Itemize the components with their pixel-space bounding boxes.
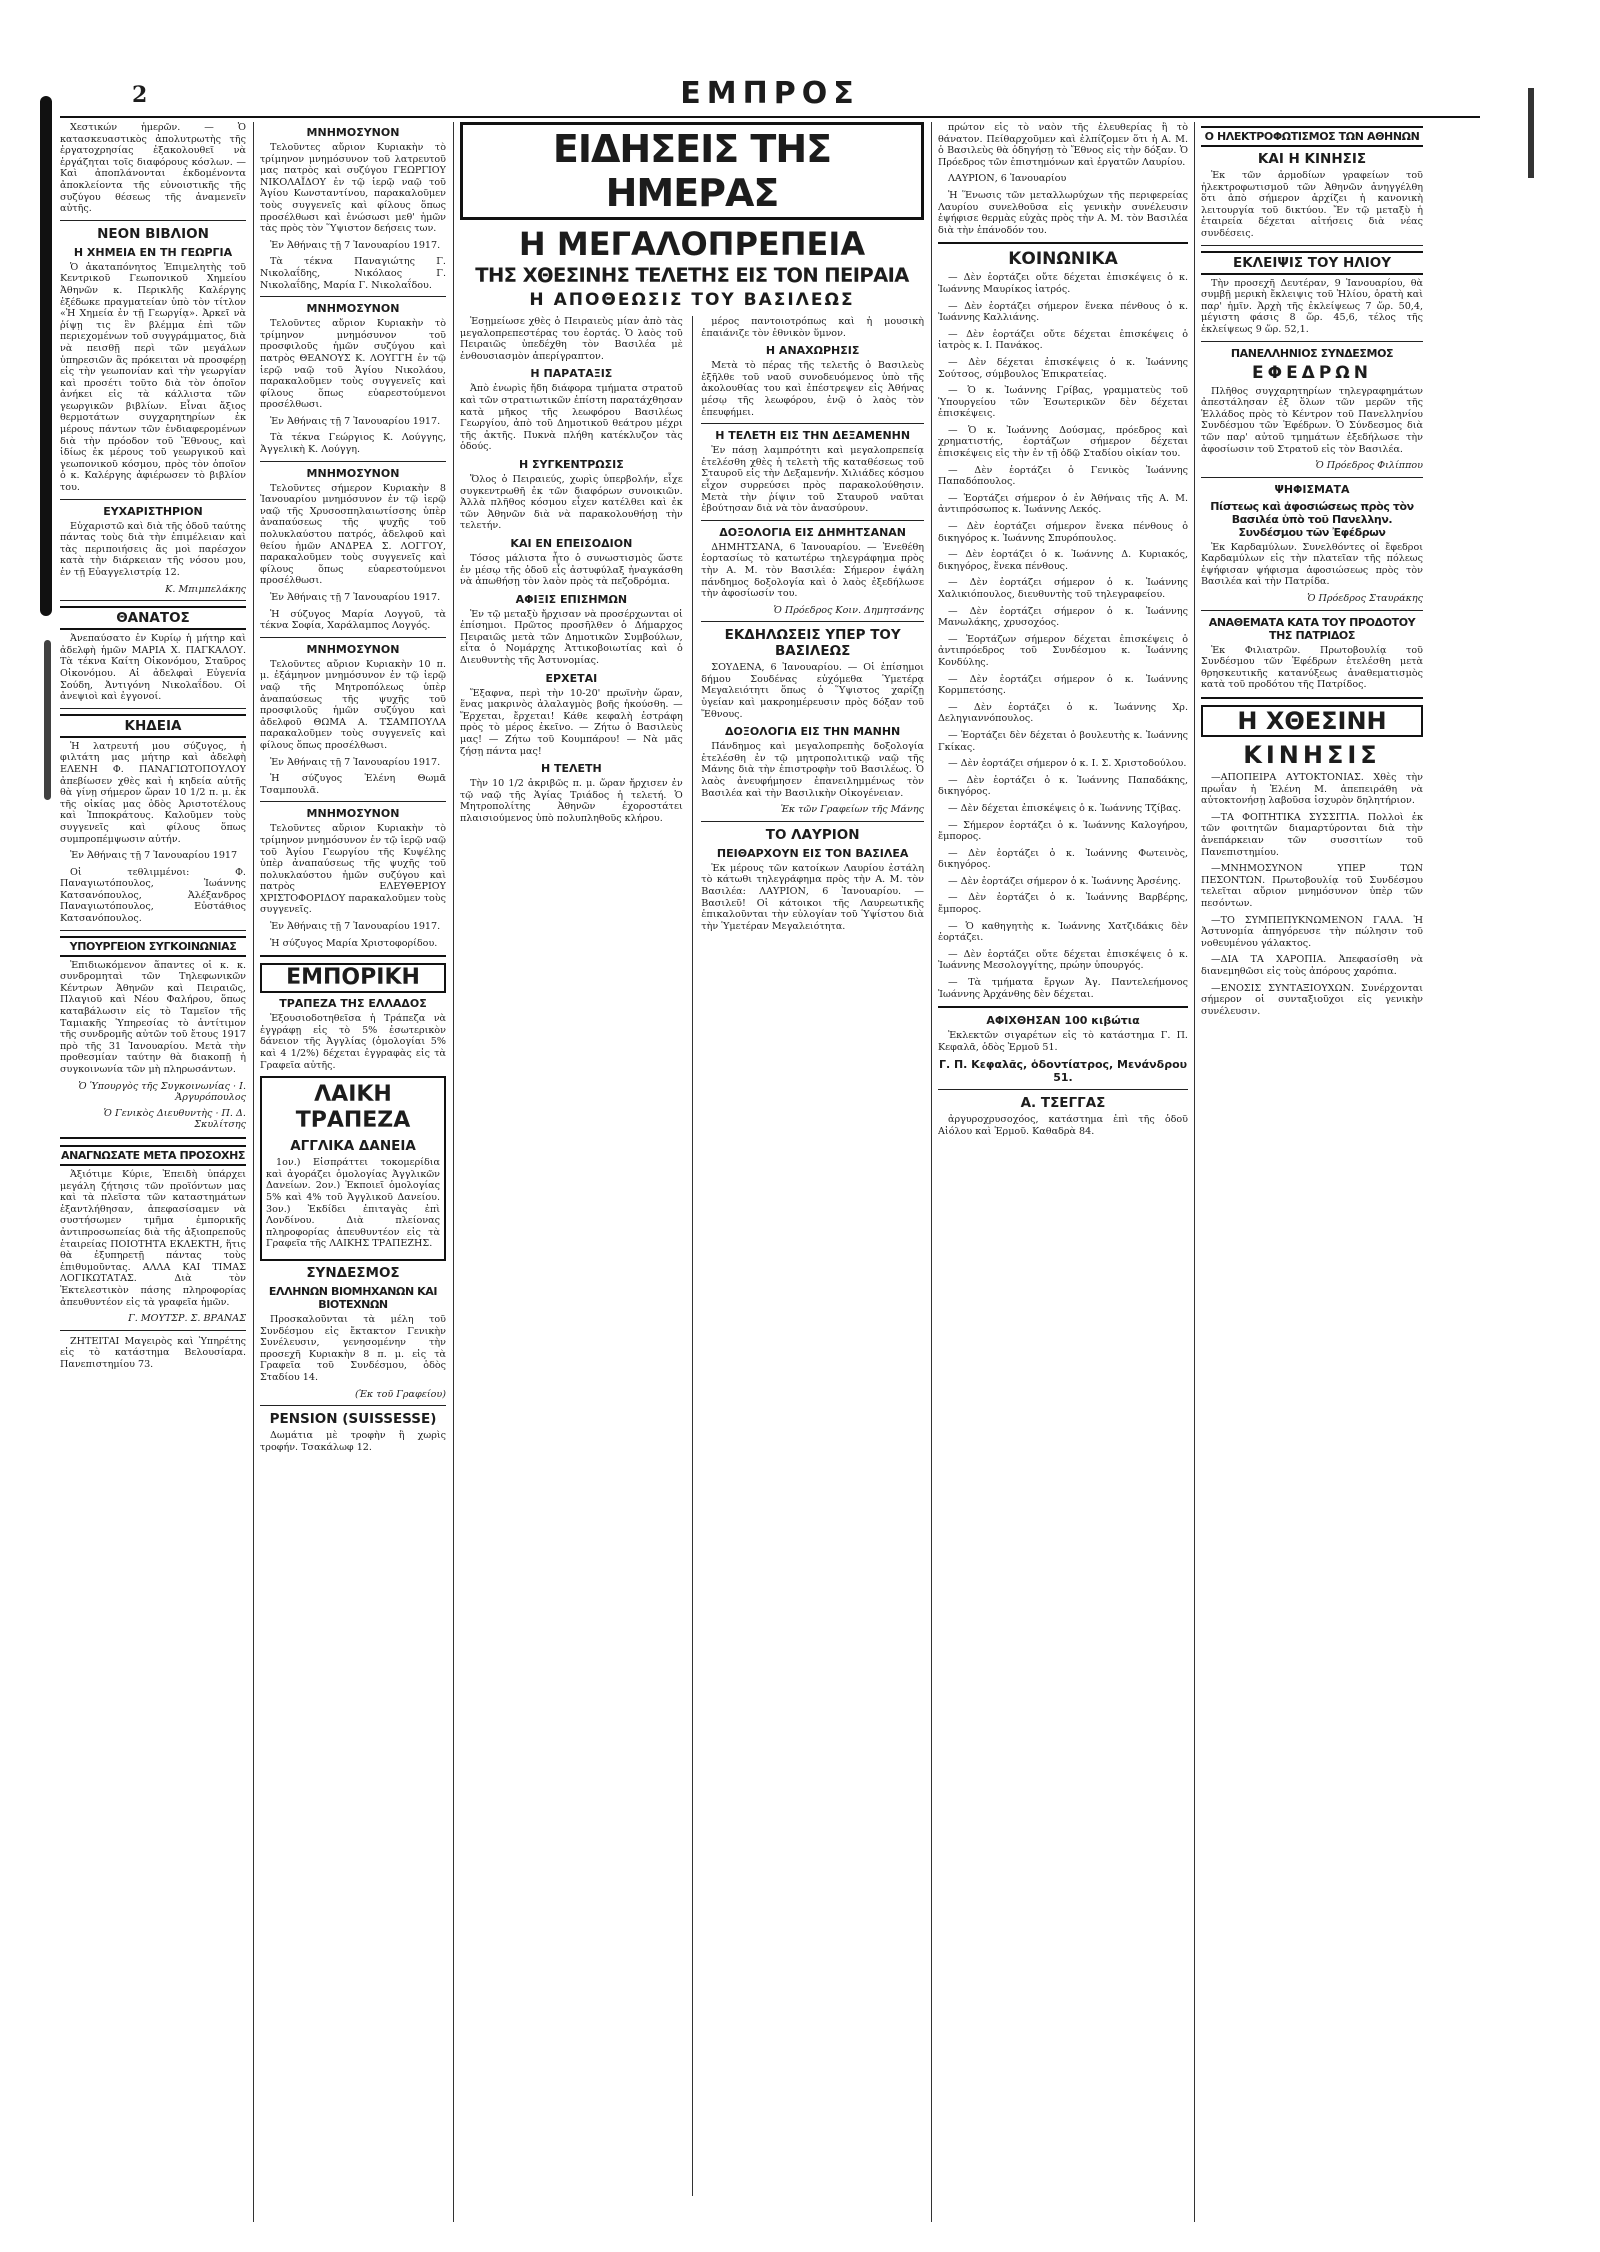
memorial-5-heading: ΜΝΗΜΟΣΥΝΟΝ <box>306 807 400 821</box>
memorial-2-signature: Τὰ τέκνα Γεώργιος Κ. Λούγγης, Ἀγγελικὴ Κ. Λούγγη. <box>260 432 446 456</box>
resolutions-heading: ΨΗΦΙΣΜΑΤΑ <box>1274 482 1350 496</box>
memorial-1-heading: ΜΝΗΜΟΣΥΝΟΝ <box>306 126 400 139</box>
center-column-separator <box>692 316 693 2196</box>
social-notice: — Σήμερον ἑορτάζει ὁ κ. Ἰωάννης Καλογήρου, ἔμπορος. <box>938 819 1188 843</box>
read-carefully-signature: Γ. ΜΟΥΤΣΡ. Σ. ΒΡΑΝΑΣ <box>128 1313 246 1325</box>
social-notice: — Ἑορτάζων σήμερον δέχεται ἐπισκέψεις ὁ ἀντιπρόεδρος τοῦ Συνδέσμου κ. Ἰωάννης Κονδύλης. <box>938 633 1188 668</box>
ministry-paragraph: Ἐπιδιωκόμενον ἅπαντες οἱ κ. κ. συνδρομηταὶ τῶν Τηλεφωνικῶν Κέντρων Ἀθηνῶν καὶ Πειραιῶς, Πλαγιοῦ καὶ Νέου Φαλήρου, ὅπως καταβάλωσιν εἰς τὸ Ταμεῖον τῆς Ταμιακῆς Ὑπηρεσίας τὸ ἀντίτιμον τῆς συνδρομῆς αὐτῶν τοῦ ἔτους 1917 πρὸ τῆς 31 Ἰανουαρίου. Μετὰ τὴν προθεσμίαν ταύτην θὰ διακοπῇ ἡ συγκοινωνία τῶν μὴ πληρωσάντων. <box>60 959 246 1075</box>
yesterday-movement-heading: Η ΧΘΕΣΙΝΗ <box>1201 705 1423 737</box>
movement-item: —ΜΝΗΜΟΣΥΝΟΝ ΥΠΕΡ ΤΩΝ ΠΕΣΟΝΤΩΝ. Πρωτοβουλίᾳ τοῦ Συνδέσμου τελεῖται αὔριον μνημόσυνον ὑπὲρ τῶν πεσόντων. <box>1201 863 1423 909</box>
headline-apotheosis: Η ΑΠΟΘΕΩΣΙΣ ΤΟΥ ΒΑΣΙΛΕΩΣ <box>529 290 855 310</box>
thanks-signature: Κ. Μπιμπελάκης <box>165 583 246 595</box>
demonstrations-heading: ΕΚΔΗΛΩΣΕΙΣ ΥΠΕΡ ΤΟΥ ΒΑΣΙΛΕΩΣ <box>724 627 901 660</box>
movement-heading: ΚΙΝΗΣΙΣ <box>1243 741 1381 770</box>
memorial-1-text: Τελοῦντες αὔριον Κυριακὴν τὸ τρίμηνον μνημόσυνον τοῦ λατρευτοῦ μας πατρὸς καὶ συζύγου ΓΕΩΡΓΙΟΥ ΝΙΚΟΛΑΪΔΟΥ ἐν τῷ ἱερῷ ναῷ τοῦ Ἁγίου Κωνσταντίνου, παρακαλοῦμεν τοὺς συγγενεῖς καὶ φίλους ὅπως προσέλθωσι καὶ ἑνώσωσι μεθ' ἡμῶν τὰς πρὸς τὸν Ὕψιστον δεήσεις των. <box>260 142 446 235</box>
divider <box>938 1006 1188 1008</box>
eclipse-heading: ΕΚΛΕΙΨΙΣ ΤΟΥ ΗΛΙΟΥ <box>1201 251 1423 275</box>
laiki-bank-heading: ΛΑΙΚΗ ΤΡΑΠΕΖΑ <box>295 1082 411 1134</box>
bank-heading: ΕΜΠΟΡΙΚΗ <box>260 963 446 993</box>
social-notice: — Δὲν ἑορτάζει σήμερον ὁ κ. Ἰωάννης Ἀρσένης. <box>948 875 1181 887</box>
divider <box>260 801 446 802</box>
anathema-paragraph: Ἐκ Φιλιατρῶν. Πρωτοβουλίᾳ τοῦ Συνδέσμου τῶν Ἐφέδρων ἐτελέσθη μετὰ θρησκευτικῆς κατανύξεως ἀναθεματισμὸς κατὰ τοῦ προδότου τῆς Πατρίδος. <box>1201 644 1423 691</box>
officials-paragraph: Ἐν τῷ μεταξὺ ἤρχισαν νὰ προσέρχωνται οἱ ἐπίσημοι. Πρῶτος προσῆλθεν ὁ Δήμαρχος Πειραιῶς μετὰ τῶν Δημοτικῶν Συμβούλων, εἶτα ὁ Νομάρχης Ἀττικοβοιωτίας καὶ ὁ Διευθυντὴς τῆς Ἀστυνομίας. <box>460 608 683 667</box>
mani-signature: Ἐκ τῶν Γραφείων τῆς Μάνης <box>780 804 924 816</box>
column-2 <box>260 122 446 2222</box>
gathering-paragraph: Ὅλος ὁ Πειραιεύς, χωρὶς ὑπερβολήν, εἶχε συγκεντρωθῆ ἐκ τῶν διαφόρων συνοικιῶν. Ἀλλὰ πλῆθος κόσμου εἶχεν κατέλθει καὶ ἐκ τῶν Ἀθηνῶν διὰ νὰ παρακολουθήσῃ τὴν τελετήν. <box>460 473 683 532</box>
ministry-heading: ΥΠΟΥΡΓΕΙΟΝ ΣΥΓΚΟΙΝΩΝΙΑΣ <box>60 936 246 957</box>
social-notice: — Ὁ κ. Ἰωάννης Δούσμας, πρόεδρος καὶ χρηματιστής, ἑορτάζων σήμερον δέχεται ἐπισκέψεις εἰς τὴν ἐν τῇ ὁδῷ Σταδίου οἰκίαν του. <box>938 424 1188 460</box>
dimitsana-signature: Ὁ Πρόεδρος Κοιν. Δημητσάνης <box>773 604 924 616</box>
arrival-paragraph: Ἔξαφνα, περὶ τὴν 10-20' πρωϊνὴν ὥραν, ἕνας μακρινὸς ἀλαλαγμὸς βοῆς ἠκούσθη. — Ἔρχεται, ἔρχεται! Κάθε κεφαλὴ ἐστράφη πρὸς τὸ μέρος ἐκεῖνο. — Ζήτω ὁ Βασιλεὺς μας! — Ζήτω τοῦ Κουμπάρου! — Νὰ μᾶς ζήσῃ πάντα μας! <box>460 687 683 757</box>
dimitsana-paragraph: ΔΗΜΗΤΣΑΝΑ, 6 Ἰανουαρίου. — Ἐνεθέθη ἑορτασίως τὸ κατωτέρω τηλεγράφημα πρὸς τὴν Α. Μ. τὸν Βασιλέα: Σήμερον ἐψάλη πάνδημος δοξολογία καὶ ὁ λαὸς ἐξεδήλωσε τὴν ἀφοσίωσίν του. <box>701 541 924 600</box>
resolutions-paragraph: Ἐκ Καρδαμύλων. Συνελθόντες οἱ ἔφεδροι Καρδαμύλων εἰς τὴν πλατεῖαν τῆς πόλεως ἐψήφισαν ψήφισμα ἀφοσιώσεως πρὸς τὸν Βασιλέα καὶ τὴν Πατρίδα. <box>1201 541 1423 588</box>
reservists-signature: Ὁ Πρόεδρος Φιλίππου <box>1315 460 1423 472</box>
funeral-date: Ἐν Ἀθήναις τῇ 7 Ἰανουαρίου 1917 <box>70 850 238 862</box>
scan-edge-stain <box>44 640 51 800</box>
book-subheading: Η ΧΗΜΕΙΑ ΕΝ ΤΗ ΓΕΩΡΓΙΑ <box>73 245 233 259</box>
memorial-3-date: Ἐν Ἀθήναις τῇ 7 Ἰανουαρίου 1917. <box>270 592 441 603</box>
continuation-paragraph: μέρος παντοιοτρόπως καὶ ἡ μουσικὴ ἐπαιάνιζε τὸν ἐθνικὸν ὕμνον. <box>701 316 924 339</box>
movement-item: —ΔΙΑ ΤΑ ΧΑΡΟΠΙΑ. Ἀπεφασίσθη νὰ διανεμηθῶσι εἰς τοὺς ἀπόρους χαρόπια. <box>1201 954 1423 977</box>
column-separator <box>453 122 454 2222</box>
social-notice: — Δὲν ἑορτάζει ὁ Γενικὸς Ἰωάννης Παπαδόπουλος. <box>938 464 1188 488</box>
lavrio-continuation: πρώτον εἰς τὸ ναὸν τῆς ἐλευθερίας ἢ τὸ θάνατον. Πείθαρχοῦμεν καὶ ἐλπίζομεν ὅτι ἡ Α. Μ. ὁ Βασιλεὺς θὰ ὁδηγήσῃ τὸ Ἔθνος εἰς τὴν δόξαν. Ὁ Πρόεδρος τῶν ἐπιστημόνων καὶ ἐργατῶν Λαυρίου. <box>938 122 1188 168</box>
column-separator <box>253 122 254 2222</box>
divider <box>1201 610 1423 611</box>
divider <box>1201 697 1423 699</box>
electric-lighting-paragraph: Ἐκ τῶν ἀρμοδίων γραφείων τοῦ ἠλεκτροφωτισμοῦ τῶν Ἀθηνῶν ἀνηγγέλθη ὅτι ἀπὸ σήμερον ἀρχίζει ἡ κανονικὴ λειτουργία τοῦ δικτύου. Ἔν τῷ μεταξὺ ἡ ἐταιρεία δέχεται αἰτήσεις διὰ νέας συνδέσεις. <box>1201 170 1423 239</box>
eclipse-paragraph: Τὴν προσεχῆ Δευτέραν, 9 Ἰανουαρίου, θὰ συμβῇ μερικὴ ἔκλειψις τοῦ Ἡλίου, ὁρατὴ καὶ παρ' ἡμῖν. Ἀρχὴ τῆς ἐκλείψεως 7 ὥρ. 50,4, μέγιστη φάσις 8 ὥρ. 45,6, τέλος τῆς ἐκλείψεως 9 ὥρ. 52,1. <box>1201 277 1423 335</box>
departure-paragraph: Μετὰ τὸ πέρας τῆς τελετῆς ὁ Βασιλεὺς ἐξῆλθε τοῦ ναοῦ συνοδευόμενος ὑπὸ τῆς ἀκολουθίας του καὶ ἐπέστρεψεν εἰς Ἀθήνας μέσῳ τῆς λεωφόρου, ἐνῷ ὁ λαὸς τὸν ἐπευφήμει. <box>701 360 924 418</box>
divider <box>60 708 246 709</box>
pension-paragraph: Δωμάτια μὲ τροφὴν ἢ χωρὶς τροφήν. Τσακάλωφ 12. <box>260 1430 446 1453</box>
gathering-heading: Η ΣΥΓΚΕΝΤΡΩΣΙΣ <box>518 457 624 471</box>
divider <box>701 621 924 622</box>
memorial-3-text: Τελοῦντες σήμερον Κυριακὴν 8 Ἰανουαρίου μνημόσυνον ἐν τῷ ἱερῷ ναῷ τῆς Χρυσοσπηλαιωτίσσης ὑπὲρ ἀναπαύσεως τῆς ψυχῆς τοῦ πολυκλαύστου πατρός, ἀδελφοῦ καὶ θείου ἡμῶν ΑΝΔΡΕΑ Σ. ΛΟΓΓΟΥ, παρακαλοῦμεν τοὺς συγγενεῖς καὶ φίλους ὅπως εὐαρεστούμενοι προσέλθωσι. <box>260 482 446 587</box>
social-notice: — Δὲν ἑορτάζει σήμερον ἕνεκα πένθους ὁ δικηγόρος κ. Ἰωάννης Σπυρόπουλος. <box>938 521 1188 544</box>
lavrio-union-paragraph: Ἡ Ἕνωσις τῶν μεταλλωρύχων τῆς περιφερείας Λαυρίου συνελθοῦσα εἰς γενικὴν συνέλευσιν ἐψήφισε θερμὰς εὐχὰς πρὸς τὴν Α. Μ. τὸν Βασιλέα διὰ τὴν ἐπάνοδόν του. <box>938 189 1188 236</box>
center-right-column <box>701 316 924 937</box>
divider <box>260 1405 446 1406</box>
column-1 <box>60 122 246 2222</box>
social-notice: — Ὁ κ. Ἰωάννης Γρίβας, γραμματεὺς τοῦ Ὑπουργείου τῶν Ἐσωτερικῶν δὲν δέχεται ἐπισκέψεις. <box>938 385 1188 420</box>
divider <box>260 296 446 297</box>
social-notice: — Ἑορτάζει σήμερον ὁ ἐν Ἀθήναις τῆς Α. Μ. ἀντιπρόσωπος κ. Ἰωάννης Λεκός. <box>938 492 1188 516</box>
reservists-union-heading: ΠΑΝΕΛΛΗΝΙΟΣ ΣΥΝΔΕΣΜΟΣ <box>1230 346 1394 360</box>
social-notice: — Δὲν ἑορτάζει σήμερον ἕνεκα πένθους ὁ κ. Ἰωάννης Καλλιάνης. <box>938 300 1188 324</box>
social-notice: — Δὲν ἑορτάζει οὔτε δέχεται ἐπισκέψεις ὁ κ. Ἰωάννης Μεσολογγίτης, πρώην ὑπουργός. <box>938 948 1188 972</box>
column-separator <box>931 122 932 2222</box>
memorial-4-heading: ΜΝΗΜΟΣΥΝΟΝ <box>306 642 400 656</box>
lavrio-heading: ΤΟ ΛΑΥΡΙΟΝ <box>765 826 860 843</box>
arrival-heading: ΕΡΧΕΤΑΙ <box>545 671 598 685</box>
thanks-heading: ΕΥΧΑΡΙΣΤΗΡΙΟΝ <box>103 504 203 518</box>
social-notice: — Δὲν ἑορτάζει σήμερον ὁ κ. Ι. Σ. Χριστοδούλου. <box>948 758 1187 770</box>
social-notice: — Ἑορτάζει δὲν δέχεται ὁ βουλευτὴς κ. Ἰωάννης Γκίκας. <box>938 729 1188 753</box>
memorial-4-date: Ἐν Ἀθήναις τῇ 7 Ἰανουαρίου 1917. <box>270 756 441 768</box>
director-signature: Ὁ Γενικὸς Διευθυντὴς · Π. Δ. Σκυλίτσης <box>103 1107 246 1131</box>
english-loans-heading: ΑΓΓΛΙΚΑ ΔΑΝΕΙΑ <box>290 1138 416 1155</box>
read-carefully-paragraph: Ἀξιότιμε Κύριε, Ἐπειδὴ ὑπάρχει μεγάλη ζήτησις τῶν προϊόντων μας καὶ τὰ πλεῖστα τῶν καταστημάτων ἐξαντλήθησαν, ἀπεφασίσαμεν νὰ συστήσωμεν τμῆμα ἐμπορικῆς ἀντιπροσωπείας διὰ τῆς ἀξιοπρεποῦς ἑταιρείας ΠΟΙΟΤΗΤΑ ΕΚΛΕΚΤΗ, ἥτις θὰ ἐξυπηρετῇ πάντας τοὺς ἐπιθυμοῦντας. ΑΛΛΑ ΚΑΙ ΤΙΜΑΣ ΛΟΓΙΚΩΤΑΤΑΣ. Διὰ τὸν Ἐκτελεστικὸν πάσης πληροφορίας ἀπευθυντέον εἰς τὰ γραφεῖα ἡμῶν. <box>60 1168 246 1308</box>
book-heading: ΝΕΟΝ ΒΙΒΛΙΟΝ <box>97 225 209 242</box>
ceremony-paragraph: Τὴν 10 1/2 ἀκριβῶς π. μ. ὥραν ἤρχισεν ἐν τῷ ναῷ τῆς Ἁγίας Τριάδος ἡ τελετή. Ὁ Μητροπολίτης Ἀθηνῶν ἐχοροστάτει πλαισιούμενος ὑπὸ πολυπληθοῦς κλήρου. <box>460 778 683 824</box>
social-notice: — Δὲν ἑορτάζει ὁ κ. Ἰωάννης Φωτεινὸς, δικηγόρος. <box>938 847 1188 871</box>
book-paragraph: Ὁ ἀκαταπόνητος Ἐπιμελητὴς τοῦ Κεντρικοῦ Γεωπονικοῦ Χημείου Ἀθηνῶν κ. Περικλῆς Καλέργης ἐξέδωκε πραγματείαν ὑπὸ τὸν τίτλον «Ἡ Χημεία ἐν τῇ Γεωργίᾳ». Ἀρκεῖ νὰ ῥίψῃ τις ἓν βλέμμα ἐπὶ τῶν περιεχομένων τοῦ συγγράμματος, διὰ νὰ πεισθῇ περὶ τῶν μεγάλων ὑπηρεσιῶν ἃς πρόκειται νὰ προσφέρῃ εἰς τὴν γεωπονίαν καὶ τὴν γεωργίαν καὶ προσέτι τοῦτο διὰ τὸν ὁποῖον ἀνήκει εἰς τὰ κάλλιστα τῶν γεωργικῶν βιβλίων. Εἶναι ἄξιος θερμοτάτων συγχαρητηρίων ἐκ μέρους πάντων τῶν ἐνδιαφερομένων διὰ τὴν πρόοδον τοῦ Ἔθνους, καὶ ἰδίως ἐκ μέρους τοῦ γεωργικοῦ καὶ γεωπονικοῦ κόσμου, πρὸς τὸν ὁποῖον ὁ κ. Καλέργης ἀφιέρωσεν τὸ βιβλίον του. <box>60 261 246 494</box>
movement-items-list <box>1201 772 1423 1017</box>
ceremony-heading: Η ΤΕΛΕΤΗ <box>540 762 602 776</box>
reservists-paragraph: Πλῆθος συγχαρητηρίων τηλεγραφημάτων ἀπεστάλησαν ἐξ ὅλων τῶν μερῶν τῆς Ἑλλάδος πρὸς τὸ Κέντρον τοῦ Πανελληνίου Συνδέσμου τῶν Ἐφέδρων. Ὁ Σύνδεσμος διὰ τῶν παρ' αὐτοῦ τμημάτων ἐξεδήλωσε τὴν ἀφοσίωσιν τοῦ Στρατοῦ εἰς τὸν Βασιλέα. <box>1201 385 1423 455</box>
social-heading: ΚΟΙΝΩΝΙΚΑ <box>1008 249 1118 270</box>
social-notice: — Δὲν ἑορτάζει οὔτε δέχεται ἐπισκέψεις ὁ ἰατρὸς κ. Ι. Πανάκος. <box>938 328 1188 352</box>
divider <box>60 220 246 221</box>
scan-edge-stain <box>40 96 52 616</box>
bank-paragraph: Ἐξουσιοδοτηθεῖσα ἡ Τράπεζα νὰ ἐγγράφῃ εἰς τὸ 5% ἐσωτερικὸν δάνειον τῆς Ἀγγλίας (ὁμολογίαι 5% καὶ 4 1/2%) δέχεται ἐγγραφὰς εἰς τὰ Γραφεῖα αὐτῆς. <box>260 1013 446 1071</box>
union-paragraph: Προσκαλοῦνται τὰ μέλη τοῦ Συνδέσμου εἰς ἔκτακτον Γενικὴν Συνέλευσιν, γενησομένην τὴν προσεχῆ Κυριακὴν 8 π. μ. εἰς τὰ Γραφεῖα τοῦ Συνδέσμου, ὁδὸς Σταδίου 14. <box>260 1313 446 1383</box>
movement-item: —ΤΑ ΦΟΙΤΗΤΙΚΑ ΣΥΣΣΙΤΙΑ. Πολλοὶ ἐκ τῶν φοιτητῶν διαμαρτύρονται διὰ τὴν ἀνεπάρκειαν τῶν συσσιτίων τοῦ Πανεπιστημίου. <box>1201 811 1423 858</box>
social-notice: — Δὲν ἑορτάζει οὔτε δέχεται ἐπισκέψεις ὁ κ. Ἰωάννης Μαυρίκος ἰατρός. <box>938 272 1188 295</box>
laiki-bank-text: 1ον.) Εἰσπράττει τοκομερίδια καὶ ἀγοράζει ὁμολογίας Ἀγγλικῶν Δανείων. 2ον.) Ἐκποιεῖ ὁμολογίας 5% καὶ 4% τοῦ Ἀγγλικοῦ Δανείου. 3ον.) Ἐκδίδει ἐπιταγὰς ἐπὶ Λονδίνου. Διὰ πλείονας πληροφορίας ἀπευθυντέον εἰς τὰ Γραφεῖα τῆς ΛΑΙΚΗΣ ΤΡΑΠΕΖΗΣ. <box>266 1157 440 1250</box>
cigarette-arrival-heading: ΑΦΙΧΘΗΣΑΝ 100 κιβώτια <box>986 1014 1140 1028</box>
dimitsana-heading: ΔΟΞΟΛΟΓΙΑ ΕΙΣ ΔΗΜΗΤΣΑΝΑΝ <box>719 525 907 539</box>
divider <box>60 930 246 931</box>
mani-paragraph: Πάνδημος καὶ μεγαλοπρεπὴς δοξολογία ἐτελέσθη ἐν τῷ μητροπολιτικῷ ναῷ τῆς Μάνης διὰ τὴν ἐπιστροφὴν τοῦ Βασιλέως. Ὁ λαὸς ἀνευφήμησεν ἐπανειλημμένως τὸν Βασιλέα καὶ τὴν Βασιλικὴν Οἰκογένειαν. <box>701 741 924 799</box>
center-two-column-body <box>460 316 924 2196</box>
divider <box>938 242 1188 244</box>
opening-paragraph: Χεστικών ἡμερῶν. — Ὁ κατασκευαστικὸς ἀπολυτρωτὴς τῆς ἐργατοχρησίας ἐξακολουθεῖ νὰ ἐργάζηται τοῖς διαφόρους κόσλων. — Καὶ ἀποπλάνονται ἐκδομένοντα ἀποκλείοντα τῆς εὐνοιστικῆς τῆς συζύγου θέσεως τῆς ἀναμενεῖν αὐτῆς. <box>60 122 246 215</box>
divider <box>938 1089 1188 1090</box>
social-notice: — Δὲν δέχεται ἐπισκέψεις ὁ κ. Ἰωάννης Σούτσος, σύμβουλος Ἐπικρατείας. <box>938 356 1188 380</box>
anathema-heading: ΑΝΑΘΕΜΑΤΑ ΚΑΤΑ ΤΟΥ ΠΡΟΔΟΤΟΥ ΤΗΣ ΠΑΤΡΙΔΟΣ <box>1208 615 1416 642</box>
pension-heading: PENSION (SUISSESSE) <box>269 1411 437 1428</box>
masthead-rule <box>60 116 1480 118</box>
electric-lighting-heading: Ο ΗΛΕΚΤΡΟΦΩΤΙΣΜΟΣ ΤΩΝ ΑΘΗΝΩΝ <box>1201 126 1423 147</box>
social-notice: — Δὲν ἑορτάζει σήμερον ὁ κ. Ἰωάννης Χαλικιόπουλος, διευθυντὴς τοῦ τηλεγραφείου. <box>938 577 1188 600</box>
divider <box>60 600 246 601</box>
parade-heading: Η ΠΑΡΑΤΑΞΙΣ <box>530 367 613 381</box>
ministry-signature: Ὁ Ὑπουργὸς τῆς Συγκοινωνίας · Ι. Ἀργυρόπουλος <box>78 1080 246 1104</box>
divider <box>60 1330 246 1331</box>
center-left-column <box>460 316 683 830</box>
social-notice: — Δὲν ἑορτάζει ὁ κ. Ἰωάννης Παπαδάκης, δικηγόρος. <box>938 774 1188 798</box>
social-notice: — Δὲν ἑορτάζει σήμερον ὁ κ. Ἰωάννης Μανωλάκης, χρυσοχόος. <box>938 605 1188 629</box>
thanks-paragraph: Εὐχαριστῶ καὶ διὰ τῆς ὁδοῦ ταύτης πάντας τοὺς διὰ τὴν ἐπιμέλειαν καὶ τὰς περιποιήσεις ἃς μοὶ παρέσχον κατὰ τὴν διάρκειαν τῆς νόσου μου, ἐν τῇ Εὐαγγελιστρίᾳ 12. <box>60 520 246 578</box>
divider <box>1201 477 1423 478</box>
social-notices-list <box>938 272 1188 1000</box>
officials-heading: ΑΦΙΞΙΣ ΕΠΙΣΗΜΩΝ <box>515 592 628 606</box>
electric-lighting-subheading: ΚΑΙ Η ΚΙΝΗΣΙΣ <box>1257 151 1367 167</box>
resolutions-signature: Ὁ Πρόεδρος Σταυράκης <box>1307 593 1423 605</box>
page-number: 2 <box>132 82 148 108</box>
funeral-signatories: Οἱ τεθλιμμένοι: Φ. Παναγιωτόπουλος, Ἰωάννης Κατσανόπουλος, Ἀλέξανδρος Παναγιωτόπουλος, Εὐστάθιος Κατσανόπουλος. <box>60 866 246 925</box>
movement-item: —ΤΟ ΣΥΜΠΕΠΥΚΝΩΜΕΝΟΝ ΓΑΛΑ. Ἡ Ἀστυνομία ἀπηγόρευσε τὴν πώλησιν τοῦ νοθευμένου γάλακτος. <box>1201 914 1423 949</box>
intro-paragraph: Ἐσῃμείωσε χθὲς ὁ Πειραιεὺς μίαν ἀπὸ τὰς μεγαλοπρεπεστέρας του ἑορτάς. Ὁ λαὸς τοῦ Πειραιῶς ὑπεδέχθη τὸν Βασιλέα μὲ ἐνθουσιασμὸν ἀπερίγραπτον. <box>460 316 683 362</box>
newspaper-name: ΕΜΠΡΟΣ <box>680 76 860 111</box>
demonstrations-paragraph: ΣΟΥΔΕΝΑ, 6 Ἰανουαρίου. — Οἱ ἐπίσημοι δήμου Σουδένας εὐχόμεθα Ὑμετέρᾳ Μεγαλειότητι ὅπως ὁ Ὕψιστος χαρίζῃ ὑγείαν καὶ μακροημέρευσιν πρὸς δόξαν τοῦ Ἔθνους. <box>701 662 924 720</box>
tseggas-paragraph: ἀργυροχρυσοχόος, κατάστημα ἐπὶ τῆς ὁδοῦ Αἰόλου καὶ Ἑρμοῦ. Καθαδρὰ 84. <box>938 1114 1188 1137</box>
union-heading: ΣΥΝΔΕΣΜΟΣ <box>306 1264 400 1281</box>
memorial-5-signature: Ἡ σύζυγος Μαρία Χριστοφορίδου. <box>270 937 438 949</box>
divider <box>701 520 924 521</box>
headline-ceremony-piraeus: ΤΗΣ ΧΘΕΣΙΝΗΣ ΤΕΛΕΤΗΣ ΕΙΣ ΤΟΝ ΠΕΙΡΑΙΑ <box>475 264 909 287</box>
funeral-paragraph: Ἡ λατρευτή μου σύζυγος, ἡ φιλτάτη μας μήτηρ καὶ ἀδελφὴ ΕΛΕΝΗ Φ. ΠΑΝΑΓΙΩΤΟΠΟΥΛΟΥ ἀπεβίωσεν χθὲς καὶ ἡ κηδεία αὐτῆς θὰ γίνῃ σήμερον ὥραν 10 1/2 π. μ. ἐκ τῆς οἰκίας μας ὁδὸς Ἀριστοτέλους καὶ Ἱπποκράτους. Καλοῦμεν τοὺς συγγενεῖς καὶ φίλους ὅπως συμπροπέμψωσιν αὐτήν. <box>60 740 246 845</box>
memorial-2-text: Τελοῦντες αὔριον Κυριακὴν τὸ τρίμηνον μνημόσυνον τοῦ προσφιλοῦς ἡμῶν συζύγου καὶ πατρὸς ΘΕΑΝΟΥΣ Κ. ΛΟΥΓΓΗ ἐν τῷ ἱερῷ ναῷ τοῦ Ἁγίου Νικολάου, παρακαλοῦμεν τοὺς συγγενεῖς καὶ φίλους ὅπως εὐαρεστούμενοι προσέλθωσι. <box>260 318 446 411</box>
movement-item: —ΕΝΟΣΙΣ ΣΥΝΤΑΞΙΟΥΧΩΝ. Συνέρχονται σήμερον οἱ συνταξιοῦχοι εἰς γενικὴν συνέλευσιν. <box>1201 982 1423 1017</box>
bank-subheading: ΤΡΑΠΕΖΑ ΤΗΣ ΕΛΛΑΔΟΣ <box>279 997 427 1011</box>
column-separator <box>1194 122 1195 2222</box>
union-signature: (Ἐκ τοῦ Γραφείου) <box>355 1388 446 1400</box>
divider <box>60 1137 246 1139</box>
death-paragraph: Ἀνεπαύσατο ἐν Κυρίῳ ἡ μήτηρ καὶ ἀδελφὴ ἡμῶν ΜΑΡΙΑ Χ. ΠΑΓΚΑΛΟΥ. Τὰ τέκνα Καίτη Οἰκονόμου, Σταῦρος Οἰκονόμου. Αἱ ἀδελφαὶ Εὐγενία Σούδη, Ἀντιγόνη Νικολαΐδου. Οἱ ἀνεψιοὶ καὶ ἐγγονοί. <box>60 633 246 703</box>
memorial-5-date: Ἐν Ἀθήναις τῇ 7 Ἰανουαρίου 1917. <box>270 921 441 933</box>
memorial-2-date: Ἐν Ἀθήναις τῇ 7 Ἰανουαρίου 1917. <box>270 415 441 427</box>
kefalas-signature: Γ. Π. Κεφαλᾶς, ὁδοντίατρος, Μενάνδρου 51. <box>938 1058 1188 1085</box>
divider <box>260 955 446 957</box>
social-notice: — Δὲν ἑορτάζει ὁ κ. Ἰωάννης Βαρβέρης, ἔμπορος. <box>938 892 1188 916</box>
funeral-heading: ΚΗΔΕΙΑ <box>60 714 246 738</box>
lavrio-dateline: ΛΑΥΡΙΟΝ, 6 Ἰανουαρίου <box>948 173 1067 185</box>
read-carefully-heading: ΑΝΑΓΝΩΣΑΤΕ ΜΕΤΑ ΠΡΟΣΟΧΗΣ <box>60 1145 246 1166</box>
tseggas-heading: Α. ΤΣΕΓΓΑΣ <box>1020 1095 1106 1112</box>
news-of-the-day-title: ΕΙΔΗΣΕΙΣ ΤΗΣ ΗΜΕΡΑΣ <box>460 122 924 220</box>
resolutions-subheading: Πίστεως καὶ ἀφοσιώσεως πρὸς τὸν Βασιλέα ὑπὸ τοῦ Πανελλην. Συνδέσμου τῶν Ἐφέδρων <box>1210 499 1414 539</box>
social-notice: — Δὲν ἑορτάζει σήμερον ὁ κ. Ἰωάννης Κορμπετόσης. <box>938 673 1188 697</box>
social-notice: — Τὰ τμήματα ἔργων Ἀγ. Παντελεήμονος Ἰωάννης Ἀρχάνθης δὲν δέχεται. <box>938 977 1188 1000</box>
departure-heading: Η ΑΝΑΧΩΡΗΣΙΣ <box>765 344 860 358</box>
laiki-bank-advertisement <box>260 1076 446 1261</box>
union-subheading: ΕΛΛΗΝΩΝ ΒΙΟΜΗΧΑΝΩΝ ΚΑΙ ΒΙΟΤΕΧΝΩΝ <box>268 1284 438 1311</box>
newspaper-page <box>60 0 1480 2252</box>
reservoir-heading: Η ΤΕΛΕΤΗ ΕΙΣ ΤΗΝ ΔΕΞΑΜΕΝΗΝ <box>715 429 911 443</box>
memorial-5-text: Τελοῦντες αὔριον Κυριακὴν τὸ τρίμηνον μνημόσυνον ἐν τῷ ἱερῷ ναῷ τοῦ Ἁγίου Γεωργίου τῆς Κυψέλης ὑπὲρ ἀναπαύσεως τῆς ψυχῆς τοῦ πολυκλαύστου ἡμῶν συζύγου καὶ πατρὸς ΕΛΕΥΘΕΡΙΟΥ ΧΡΙΣΤΟΦΟΡΙΔΟΥ παρακαλοῦμεν τοὺς συγγενεῖς. <box>260 823 446 916</box>
divider <box>260 461 446 462</box>
social-notice: — Δὲν ἑορτάζει ὁ κ. Ἰωάννης Δ. Κυριακός, δικηγόρος, ἕνεκα πένθους. <box>938 549 1188 572</box>
memorial-3-heading: ΜΝΗΜΟΣΥΝΟΝ <box>306 466 400 480</box>
cigarette-arrival-paragraph: Ἐκλεκτῶν σιγαρέτων εἰς τὸ κατάστημα Γ. Π. Κεφαλᾶ, ὁδὸς Ἑρμοῦ 51. <box>938 1030 1188 1053</box>
scan-edge-stain <box>1528 88 1534 178</box>
movement-item: —ΑΠΟΠΕΙΡΑ ΑΥΤΟΚΤΟΝΙΑΣ. Χθὲς τὴν πρωΐαν ἡ Ἑλένη Μ. ἀπεπειράθη νὰ αὐτοκτονήσῃ λαβοῦσα ἰσχυρὸν δηλητήριον. <box>1201 772 1423 807</box>
column-5 <box>938 122 1188 2222</box>
wanted-notice: ΖΗΤΕΙΤΑΙ Μαγειρὸς καὶ Ὑπηρέτης εἰς τὸ κατάστημα Βελουσίαρα. Πανεπιστημίου 73. <box>60 1335 246 1370</box>
divider <box>701 423 924 424</box>
reservoir-paragraph: Ἐν πάσῃ λαμπρότητι καὶ μεγαλοπρεπείᾳ ἐτελέσθη χθὲς ἡ τελετὴ τῆς καταθέσεως τοῦ Σταυροῦ εἰς τὴν Δεξαμενήν. Χιλιάδες κόσμου εἶχον συρρεύσει πρὸς παρακολούθησιν. Μετὰ τὴν ῥίψιν τοῦ Σταυροῦ ναῦται ἐβούτησαν διὰ νὰ τὸν ἀνασύρουν. <box>701 445 924 515</box>
episode-paragraph: Τόσος μάλιστα ἦτο ὁ συνωστισμὸς ὥστε ἐν μέσῳ τῆς ὁδοῦ εἷς ἀστυφύλαξ ἠναγκάσθη νὰ ἀπωθήσῃ τὸν λαὸν πρὸς τὰ πεζοδρόμια. <box>460 552 683 588</box>
memorial-1-signature: Τὰ τέκνα Παναγιώτης Γ. Νικολαΐδης, Νικόλαος Γ. Νικολαΐδης, Μαρία Γ. Νικολαΐδου. <box>260 256 446 291</box>
parade-paragraph: Ἀπὸ ἐνωρὶς ἤδη διάφορα τμήματα στρατοῦ καὶ τῶν στρατιωτικῶν ἐπίστη παρατάχθησαν κατὰ μῆκος τῆς λεωφόρου Βασιλέως Γεωργίου, ἀπὸ τοῦ Δημοτικοῦ θεάτρου μέχρι τῆς ἀκτῆς. Πυκνὰ πλήθη κατέκλυζον τὰς ὁδούς. <box>460 383 683 453</box>
mani-heading: ΔΟΞΟΛΟΓΙΑ ΕΙΣ ΤΗΝ ΜΑΝΗΝ <box>725 725 901 739</box>
lavrio-paragraph: Ἐκ μέρους τῶν κατοίκων Λαυρίου ἐστάλη τὸ κάτωθι τηλεγράφημα πρὸς τὴν Α. Μ. τὸν Βασιλέα: ΛΑΥΡΙΟΝ, 6 Ἰανουαρίου. — Βασιλεῦ! Οἱ κάτοικοι τῆς Λαυρεωτικῆς ἐπικαλοῦνται τὴν εὐλογίαν τοῦ Ὑψίστου διὰ τὴν Ὑμετέραν Μεγαλειότητα. <box>701 862 924 932</box>
divider <box>1201 341 1423 342</box>
center-news-section <box>460 122 924 2222</box>
column-6 <box>1201 122 1423 2222</box>
episode-heading: ΚΑΙ ΕΝ ΕΠΕΙΣΟΔΙΟΝ <box>510 536 633 550</box>
social-notice: — Δὲν δέχεται ἐπισκέψεις ὁ κ. Ἰωάννης Τζίβας. <box>948 802 1181 814</box>
memorial-2-heading: ΜΝΗΜΟΣΥΝΟΝ <box>306 302 400 316</box>
divider <box>60 499 246 500</box>
lavrio-subheading: ΠΕΙΘΑΡΧΟΥΝ ΕΙΣ ΤΟΝ ΒΑΣΙΛΕΑ <box>716 846 909 860</box>
memorial-3-signature: Ἡ σύζυγος Μαρία Λογγοῦ, τὰ τέκνα Σοφία, Χαράλαμπος Λογγός. <box>260 608 446 632</box>
memorial-1-date: Ἐν Ἀθήναις τῇ 7 Ἰανουαρίου 1917. <box>270 239 441 251</box>
divider <box>260 637 446 638</box>
headline-grandeur: Η ΜΕΓΑΛΟΠΡΕΠΕΙΑ <box>518 225 866 263</box>
memorial-4-text: Τελοῦντες αὔριον Κυριακὴν 10 π. μ. ἐξάμηνον μνημόσυνον ἐν τῷ ἱερῷ ναῷ τῆς Μητροπόλεως ὑπὲρ ἀναπαύσεως τῆς ψυχῆς τοῦ προσφιλοῦς ἡμῶν συζύγου καὶ ἀδελφοῦ ΘΩΜΑ Α. ΤΣΑΜΠΟΥΛΑ παρακαλοῦμεν τοὺς συγγενεῖς καὶ φίλους ὅπως προσέλθωσι. <box>260 658 446 751</box>
death-heading: ΘΑΝΑΤΟΣ <box>60 606 246 630</box>
social-notice: — Δὲν ἑορτάζει ὁ κ. Ἰωάννης Χρ. Δεληγιαννόπουλος. <box>938 701 1188 725</box>
divider <box>701 821 924 822</box>
divider <box>1201 245 1423 246</box>
memorial-4-signature: Ἡ σύζυγος Ἑλένη Θωμᾶ Τσαμπουλᾶ. <box>260 773 446 796</box>
masthead <box>60 78 1480 118</box>
social-notice: — Ὁ καθηγητὴς κ. Ἰωάννης Χατζιδάκις δὲν ἑορτάζει. <box>938 920 1188 944</box>
reservists-heading: ΕΦΕΔΡΩΝ <box>1252 362 1372 383</box>
